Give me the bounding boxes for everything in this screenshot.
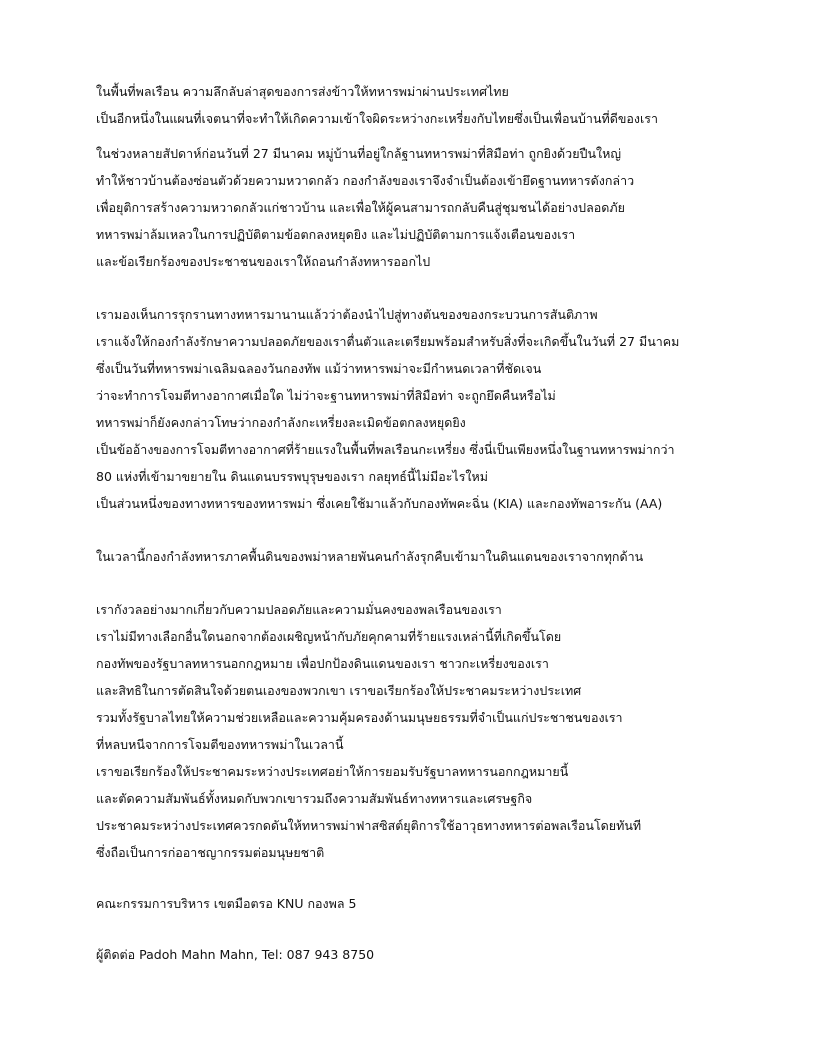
text-line: ที่หลบหนีจากการโจมตีของทหารพม่าในเวลานี้	[96, 737, 344, 752]
text-line: ทำให้ชาวบ้านต้องซ่อนตัวด้วยความหวาดกลัว กองกำลังของเราจึงจำเป็นต้องเข้ายึดฐานทหารดังกล่าว	[96, 173, 635, 188]
text-line: กองทัพของรัฐบาลทหารนอกกฎหมาย เพื่อปกป้องดินแดนของเรา ชาวกะเหรี่ยงของเรา	[96, 656, 549, 671]
text-line: เรากังวลอย่างมากเกี่ยวกับความปลอดภัยและความมั่นคงของพลเรือนของเรา	[96, 602, 502, 617]
text-line: เราขอเรียกร้องให้ประชาคมระหว่างประเทศอย่าให้การยอมรับรัฐบาลทหารนอกกฎหมายนี้	[96, 764, 569, 779]
text-line: ซึ่งเป็นวันที่ทหารพม่าเฉลิมฉลองวันกองทัพ แม้ว่าทหารพม่าจะมีกำหนดเวลาที่ชัดเจน	[96, 361, 542, 376]
text-line: เป็นอีกหนึ่งในแผนที่เจตนาที่จะทำให้เกิดความเข้าใจผิดระหว่างกะเหรี่ยงกับไทยซึ่งเป็นเพื่อนบ้านที่ดีของเรา	[96, 111, 659, 126]
text-line: ในเวลานี้กองกำลังทหารภาคพื้นดินของพม่าหลายพันคนกำลังรุกคืบเข้ามาในดินแดนของเราจากทุกด้าน	[96, 549, 644, 564]
paragraph-ground-forces	[96, 543, 776, 570]
document-page	[96, 78, 776, 968]
text-line: รวมทั้งรัฐบาลไทยให้ความช่วยเหลือและความคุ้มครองด้านมนุษยธรรมที่จำเป็นแก่ประชาชนของเรา	[96, 710, 623, 725]
contact-info: ผู้ติดต่อ Padoh Mahn Mahn, Tel: 087 943 8750	[96, 947, 375, 962]
text-line: ซึ่งถือเป็นการก่ออาชญากรรมต่อมนุษยชาติ	[96, 845, 325, 860]
text-line: เพื่อยุติการสร้างความหวาดกลัวแก่ชาวบ้าน และเพื่อให้ผู้คนสามารถกลับคืนสู่ชุมชนได้อย่างปลอดภัย	[96, 200, 625, 215]
text-line: ในช่วงหลายสัปดาห์ก่อนวันที่ 27 มีนาคม หมู่บ้านที่อยู่ใกล้ฐานทหารพม่าที่สิมือท่า ถูกยิงด้วยปืนใหญ่	[96, 146, 621, 161]
text-line: เป็นส่วนหนึ่งของทางทหารของทหารพม่า ซึ่งเคยใช้มาแล้วกับกองทัพคะฉิ่น (KIA) และกองทัพอาระกัน (AA)	[96, 496, 663, 511]
text-line: ทหารพม่าล้มเหลวในการปฏิบัติตามข้อตกลงหยุดยิง และไม่ปฏิบัติตามการแจ้งเตือนของเรา	[96, 227, 576, 242]
text-line: เป็นข้ออ้างของการโจมตีทางอากาศที่ร้ายแรงในพื้นที่พลเรือนกะเหรี่ยง ซึ่งนี่เป็นเพียงหนึ่งในฐานทหารพม่ากว่า	[96, 442, 675, 457]
text-line: และสิทธิในการตัดสินใจด้วยตนเองของพวกเขา เราขอเรียกร้องให้ประชาคมระหว่างประเทศ	[96, 683, 582, 698]
text-line: เราแจ้งให้กองกำลังรักษาความปลอดภัยของเราตื่นตัวและเตรียมพร้อมสำหรับสิ่งที่จะเกิดขึ้นในวันที่ 27 มีนาคม	[96, 334, 680, 349]
paragraph-intro	[96, 78, 776, 132]
text-line: ประชาคมระหว่างประเทศควรกดดันให้ทหารพม่าฟาสซิสต์ยุติการใช้อาวุธทางทหารต่อพลเรือนโดยทันที	[96, 818, 642, 833]
text-line: และข้อเรียกร้องของประชาชนของเราให้ถอนกำลังทหารออกไป	[96, 254, 431, 269]
paragraph-appeal	[96, 596, 776, 866]
signature: คณะกรรมการบริหาร เขตมือตรอ KNU กองพล 5	[96, 896, 357, 911]
text-line: เราไม่มีทางเลือกอื่นใดนอกจากต้องเผชิญหน้ากับภัยคุกคามที่ร้ายแรงเหล่านี้ที่เกิดขึ้นโดย	[96, 629, 562, 644]
signature-block	[96, 890, 776, 917]
text-line: ทหารพม่าก็ยังคงกล่าวโทษว่ากองกำลังกะเหรี่ยงละเมิดข้อตกลงหยุดยิง	[96, 415, 466, 430]
text-line: ในพื้นที่พลเรือน ความลึกลับล่าสุดของการส่งข้าวให้ทหารพม่าผ่านประเทศไทย	[96, 84, 509, 99]
text-line: ว่าจะทำการโจมตีทางอากาศเมื่อใด ไม่ว่าจะฐานทหารพม่าที่สิมือท่า จะถูกยึดคืนหรือไม่	[96, 388, 556, 403]
contact-block	[96, 941, 776, 968]
paragraph-peace-process	[96, 301, 776, 517]
text-line: เรามองเห็นการรุกรานทางทหารมานานแล้วว่าต้องนำไปสู่ทางตันของของกระบวนการสันติภาพ	[96, 307, 598, 322]
text-line: และตัดความสัมพันธ์ทั้งหมดกับพวกเขารวมถึงความสัมพันธ์ทางทหารและเศรษฐกิจ	[96, 791, 533, 806]
text-line: 80 แห่งที่เข้ามาขยายใน ดินแดนบรรพบุรุษของเรา กลยุทธ์นี้ไม่มีอะไรใหม่	[96, 469, 488, 484]
paragraph-shelling	[96, 140, 776, 275]
